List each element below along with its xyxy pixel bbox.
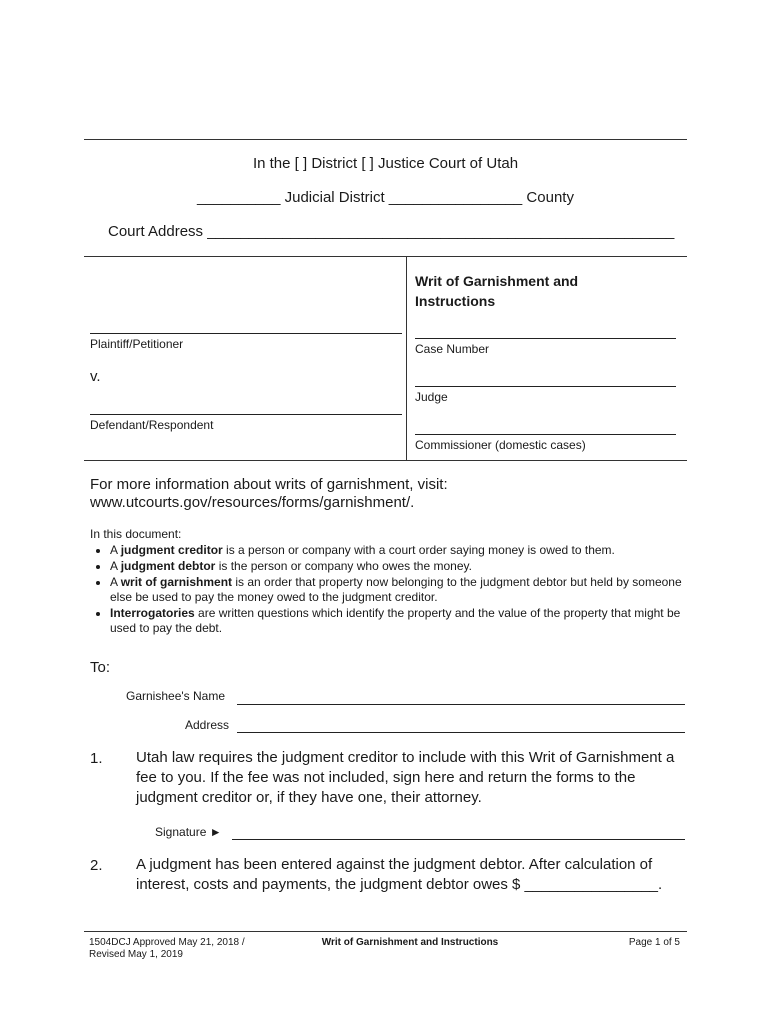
judge-label: Judge <box>415 390 448 404</box>
judge-line[interactable] <box>415 386 676 387</box>
form-title: Writ of Garnishment and Instructions <box>415 273 579 309</box>
garnishee-name-label: Garnishee's Name <box>126 689 225 703</box>
plaintiff-label: Plaintiff/Petitioner <box>90 337 184 351</box>
caption-bottom-rule <box>84 460 687 461</box>
footer-form-id: 1504DCJ Approved May 21, 2018 / <box>89 937 245 948</box>
top-rule <box>84 139 687 140</box>
court-address-line <box>108 223 674 240</box>
footer-revised: Revised May 1, 2019 <box>89 949 183 960</box>
plaintiff-line[interactable] <box>90 333 402 334</box>
defendant-line[interactable] <box>90 414 402 415</box>
garnishee-address-line[interactable] <box>237 732 685 733</box>
versus-label: v. <box>90 368 101 385</box>
caption-top-rule <box>84 256 687 257</box>
definition-item: • A judgment creditor is a person or company with a court order saying money is owed to them. <box>110 543 690 558</box>
definition-term: writ of garnishment <box>120 575 233 589</box>
info-url[interactable]: www.utcourts.gov/resources/forms/garnishment/. <box>90 494 415 511</box>
definitions-intro: In this document: <box>90 527 182 541</box>
definition-term: judgment creditor <box>120 543 223 557</box>
definition-term: judgment debtor <box>120 559 216 573</box>
definitions-list <box>92 543 690 637</box>
court-address-label: Court Address <box>108 223 204 240</box>
case-number-label: Case Number <box>415 342 490 356</box>
court-address-blank[interactable]: ________________________________________________________ <box>207 223 675 240</box>
court-line: In the [ ] District [ ] Justice Court of Utah <box>252 155 519 172</box>
definition-item: • A writ of garnishment is an order that property now belonging to the judgment debtor but held by someone else be used to pay the money owed to the judgment creditor. <box>110 575 690 605</box>
signature-label: Signature ► <box>155 825 222 839</box>
district-line: __________ Judicial District ________________ County <box>197 189 574 206</box>
caption-divider <box>406 256 407 460</box>
definition-term: Interrogatories <box>110 606 195 620</box>
defendant-label: Defendant/Respondent <box>90 418 214 432</box>
signature-line[interactable] <box>232 839 685 840</box>
footer-title: Writ of Garnishment and Instructions <box>321 937 499 948</box>
item-2-number: 2. <box>90 857 103 874</box>
footer-rule <box>84 931 687 932</box>
to-heading: To: <box>90 659 111 676</box>
definition-item: • Interrogatories are written questions which identify the property and the value of the property that might be used to pay the debt. <box>110 606 690 636</box>
item-1-text: Utah law requires the judgment creditor to include with this Writ of Garnishment a fee to you. If the fee was not included, sign here and return the forms to the judgment creditor or, if they have one, their attorney. <box>136 749 675 806</box>
commissioner-label: Commissioner (domestic cases) <box>415 438 586 452</box>
item-2-text: A judgment has been entered against the judgment debtor. After calculation of interest, costs and payments, the judgment debtor owes $ ________________. <box>136 856 663 893</box>
info-line-1: For more information about writs of garnishment, visit: <box>90 476 448 493</box>
footer-page: Page 1 of 5 <box>628 937 680 948</box>
garnishee-name-line[interactable] <box>237 704 685 705</box>
garnishee-address-label: Address <box>185 718 230 732</box>
item-1-number: 1. <box>90 750 103 767</box>
commissioner-line[interactable] <box>415 434 676 435</box>
definition-item: • A judgment debtor is the person or company who owes the money. <box>110 559 690 574</box>
case-number-line[interactable] <box>415 338 676 339</box>
